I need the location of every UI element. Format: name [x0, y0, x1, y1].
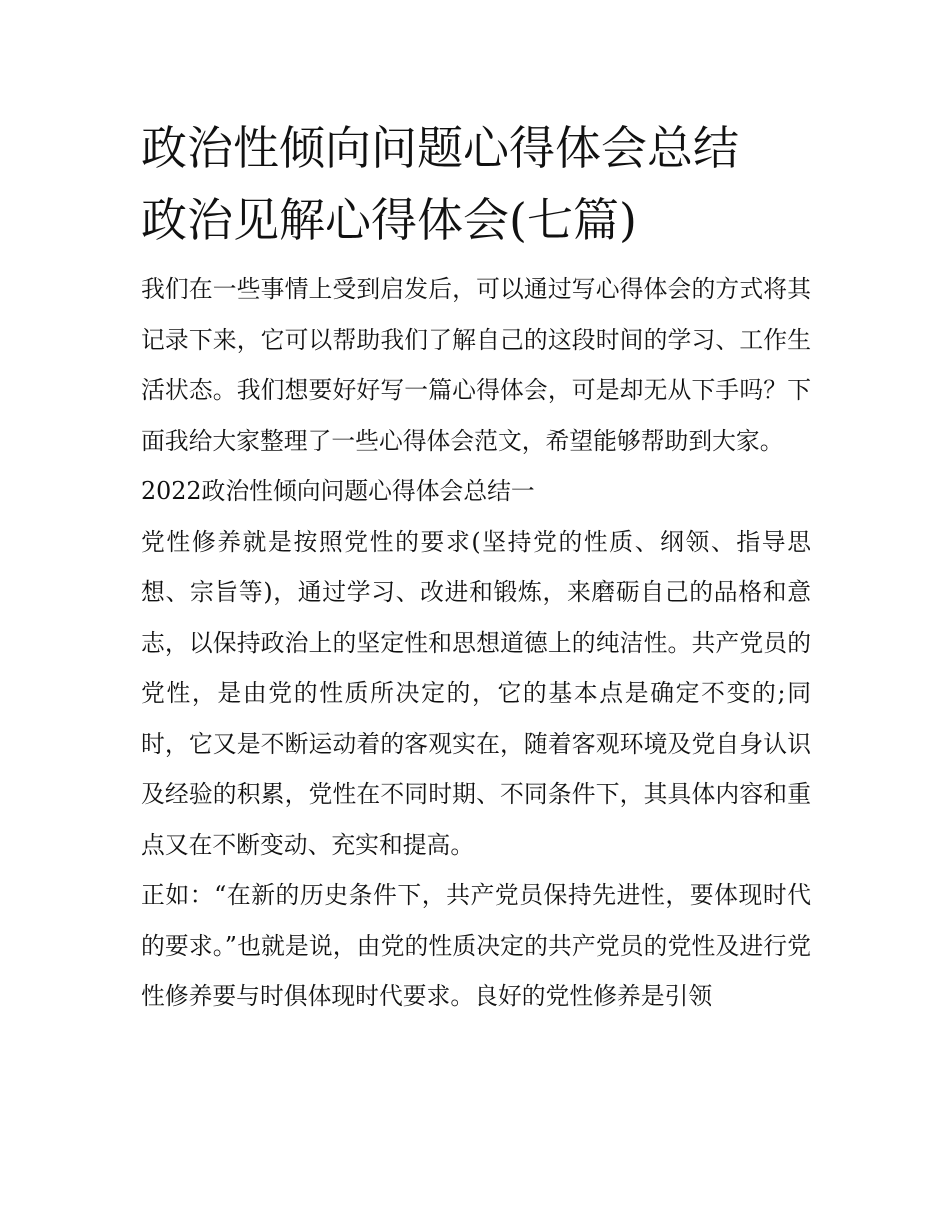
intro-paragraph: 我们在一些事情上受到启发后，可以通过写心得体会的方式将其记录下来，它可以帮助我们了解自己的这段时间的学习、工作生活状态。我们想要好好写一篇心得体会，可是却无从下手吗？下面我给大家整理了一些心得体会范文，希望能够帮助到大家。: [141, 275, 811, 455]
title-line-1: 政治性倾向问题心得体会总结: [141, 121, 739, 175]
section-heading: 2022政治性倾向问题心得体会总结一: [141, 477, 535, 505]
document-content: [141, 112, 811, 1022]
document-title: [141, 112, 811, 256]
title-line-2: 政治见解心得体会(七篇): [141, 193, 637, 247]
body-paragraph-2: 正如：“在新的历史条件下，共产党员保持先进性，要体现时代的要求。”也就是说，由党的性质决定的共产党员的党性及进行党性修养要与时俱体现时代要求。良好的党性修养是引领: [141, 881, 811, 1010]
body-paragraph-1: 党性修养就是按照党性的要求(坚持党的性质、纲领、指导思想、宗旨等)，通过学习、改进和锻炼，来磨砺自己的品格和意志，以保持政治上的坚定性和思想道德上的纯洁性。共产党员的党性，是由党的性质所决定的，它的基本点是确定不变的;同时，它又是不断运动着的客观实在，随着客观环境及党自身认识及经验的积累，党性在不同时期、不同条件下，其具体内容和重点又在不断变动、充实和提高。: [141, 527, 811, 859]
